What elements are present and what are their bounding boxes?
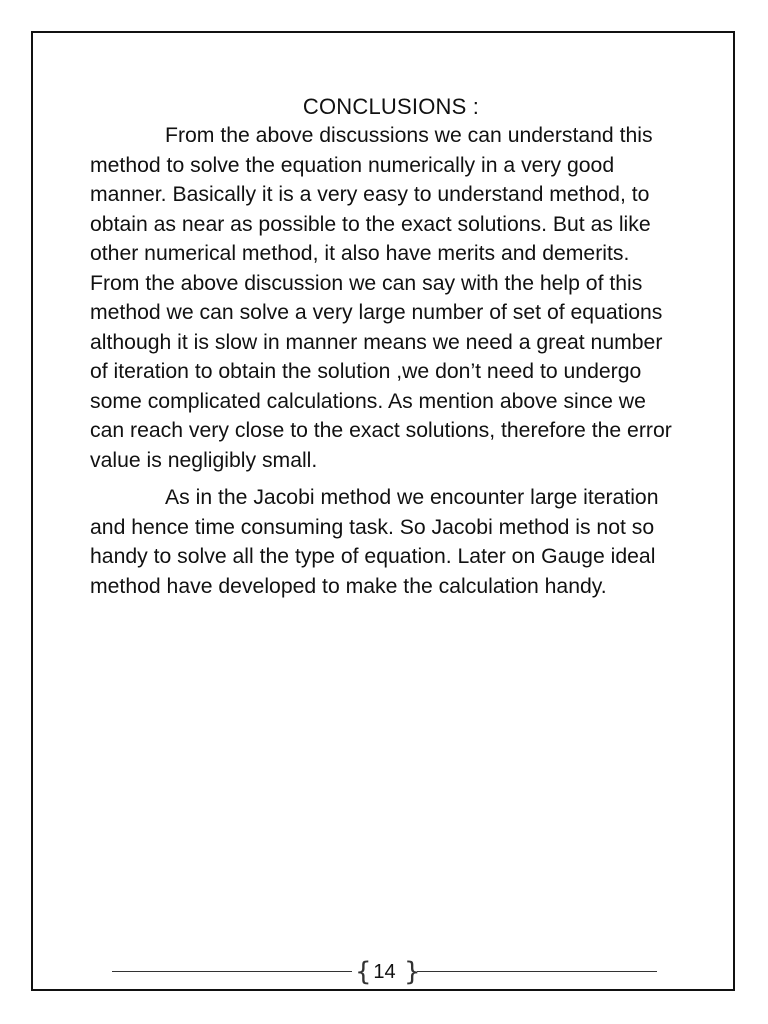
right-brace-icon: } xyxy=(404,957,421,987)
paragraph-2: As in the Jacobi method we encounter large iteration and hence time consuming task. So Jacobi method is not so handy to solve all the type of equation. Later on Gauge ideal method have developed to make the calculation handy. xyxy=(90,486,659,598)
footer-rule-right xyxy=(417,971,657,972)
paragraph-1: From the above discussions we can understand this method to solve the equation numerically in a very good manner. Basically it is a very easy to understand method, to obtain as near as possible to the exact solutions. But as like other numerical method, it also have merits and demerits. From the above discussion we can say with the help of this method we can solve a very large number of set of equations although it is slow in manner means we need a great number of iteration to obtain the solution ,we don’t need to undergo some complicated calculations. As mention above since we can reach very close to the exact solutions, therefore the error value is negligibly small. xyxy=(90,124,672,472)
page-footer xyxy=(112,956,657,988)
page-number: 14 xyxy=(373,961,396,983)
document-body xyxy=(90,92,680,601)
section-heading: CONCLUSIONS : xyxy=(302,94,480,119)
footer-rule-left xyxy=(112,971,352,972)
left-brace-icon: { xyxy=(355,957,372,987)
